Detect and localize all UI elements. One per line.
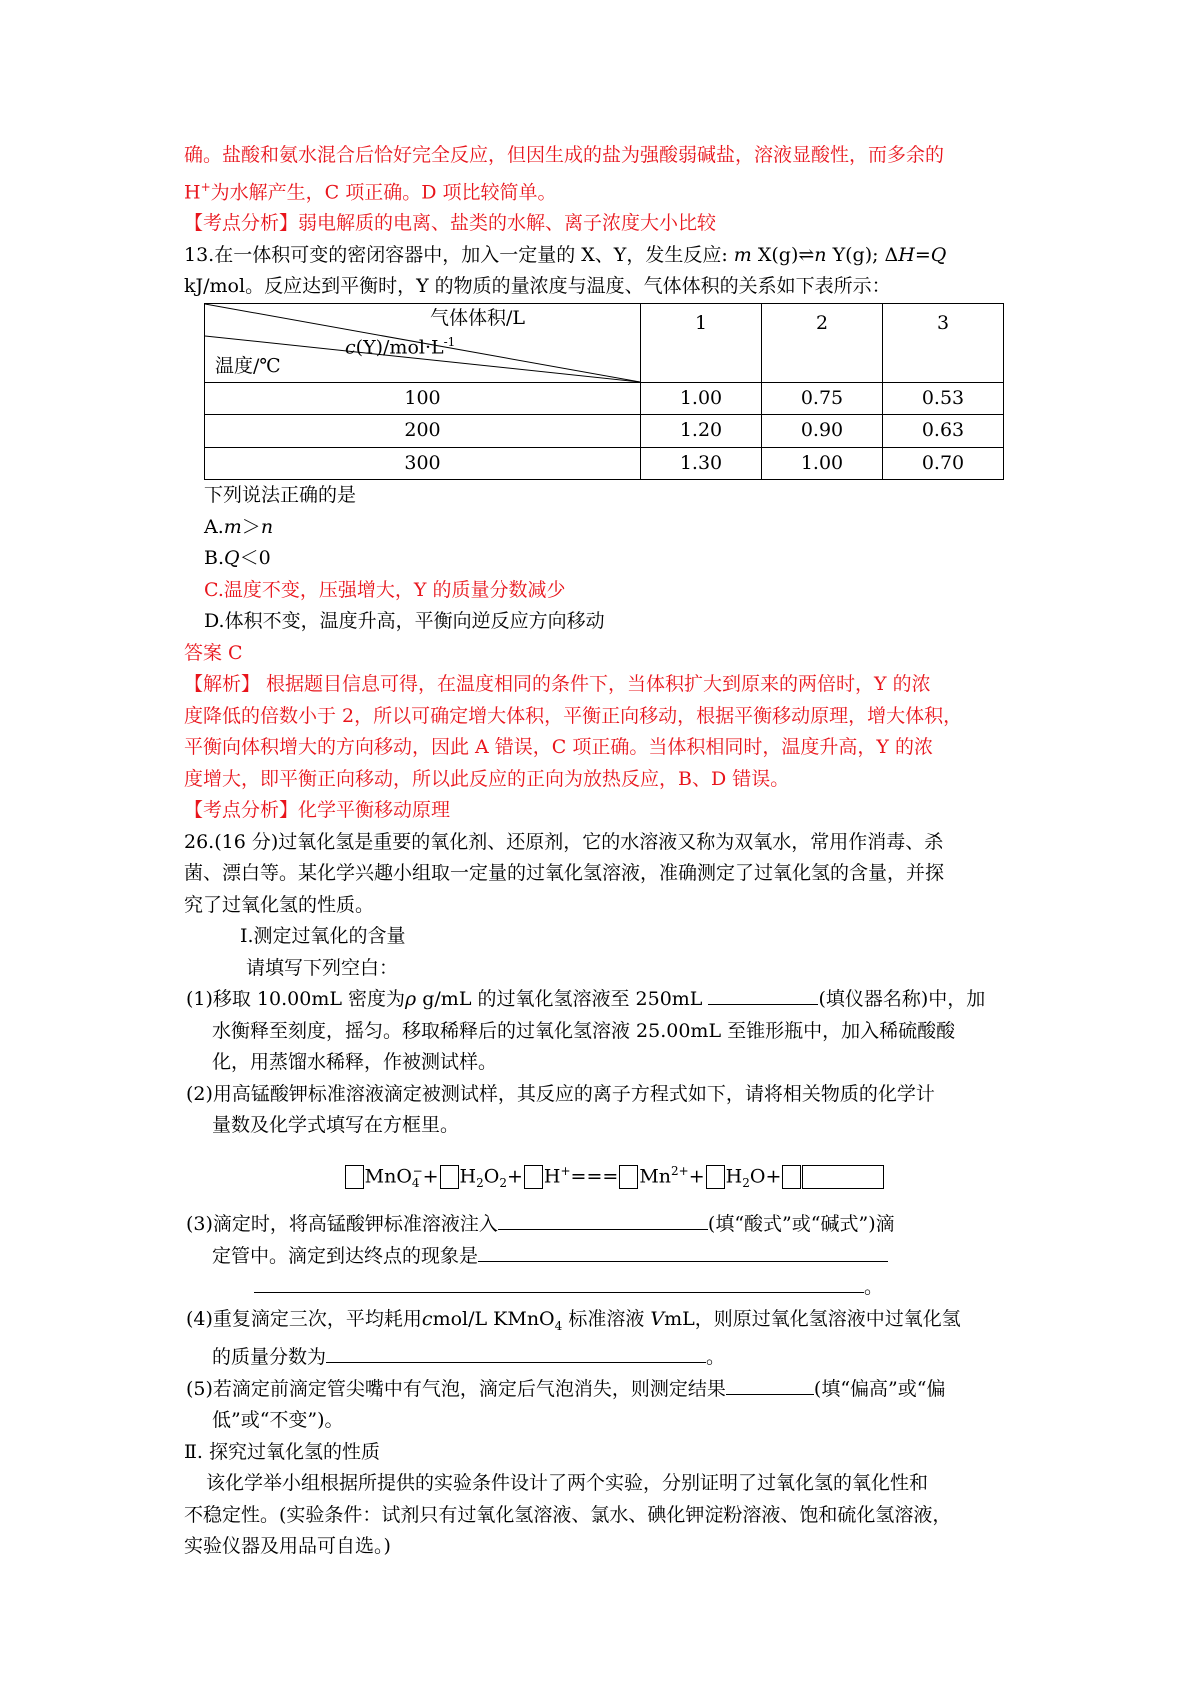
subquestion-5: (5)若滴定前滴定管尖嘴中有气泡，滴定后气泡消失，则测定结果 (填“偏高”或“偏 — [184, 1374, 1044, 1406]
analysis-line: 度增大，即平衡正向移动，所以此反应的正向为放热反应，B、D 错误。 — [184, 767, 790, 790]
option-c: C.温度不变，压强增大，Y 的质量分数减少 — [204, 578, 566, 601]
answer-blank[interactable] — [498, 1209, 708, 1230]
subquestion-3: (3)滴定时，将高锰酸钾标准溶液注入 (填“酸式”或“碱式”)滴 — [184, 1209, 1044, 1241]
table-row: 100 1.00 0.75 0.53 — [205, 382, 1004, 415]
table-row: 200 1.20 0.90 0.63 — [205, 415, 1004, 448]
part2-text: 实验仪器及用品可自选。) — [184, 1535, 391, 1558]
answer-blank[interactable] — [254, 1272, 864, 1293]
analysis-line: 【解析】 根据题目信息可得，在温度相同的条件下，当体积扩大到原来的两倍时，Y 的浓 — [184, 673, 931, 696]
volume-header-3: 3 — [883, 303, 1004, 382]
coefficient-box[interactable] — [524, 1165, 543, 1189]
prev-solution-line: H+为水解产生，C 项正确。D 项比较简单。 — [184, 179, 557, 203]
answer-blank[interactable] — [478, 1241, 888, 1262]
coefficient-box[interactable] — [782, 1165, 801, 1189]
coefficient-box[interactable] — [619, 1165, 638, 1189]
answer-blank[interactable] — [326, 1342, 706, 1363]
option-a: A.m＞n — [204, 515, 274, 538]
part2-text: 该化学举小组根据所提供的实验条件设计了两个实验，分别证明了过氧化氢的氧化性和 — [206, 1472, 929, 1495]
table-row: 300 1.30 1.00 0.70 — [205, 447, 1004, 480]
analysis-line: 平衡向体积增大的方向移动，因此 A 错误，C 项正确。当体积相同时，温度升高，Y 的浓 — [184, 736, 933, 759]
header-volume-label: 气体体积/L — [430, 306, 526, 329]
ionic-equation: $MnO_4^-+ H_2O_2+ H^+=== Mn^{2+}+ H_2O+$ — [184, 1156, 1044, 1200]
coefficient-box[interactable] — [440, 1165, 459, 1189]
subquestion-1: (1)移取 10.00mL 密度为ρ g/mL 的过氧化氢溶液至 250mL (填仪器名称)中，加 — [184, 984, 1044, 1016]
subquestion-2: (2)用高锰酸钾标准溶液滴定被测试样，其反应的离子方程式如下，请将相关物质的化学计 — [186, 1082, 935, 1105]
answer-blank[interactable] — [726, 1374, 814, 1395]
part2-title: Ⅱ. 探究过氧化氢的性质 — [184, 1440, 380, 1463]
question-13-stem: 13.在一体积可变的密闭容器中，加入一定量的 X、Y，发生反应: m X(g)⇌n Y(g); ΔH=Q — [184, 243, 947, 266]
part2-text: 不稳定性。(实验条件：试剂只有过氧化氢溶液、氯水、碘化钾淀粉溶液、饱和硫化氢溶液， — [184, 1503, 952, 1526]
coefficient-box[interactable] — [706, 1165, 725, 1189]
header-temperature-label: 温度/℃ — [215, 354, 281, 377]
document-page: 确。盐酸和氨水混合后恰好完全反应，但因生成的盐为强酸弱碱盐，溶液显酸性，而多余的 H+为水解产生，C 项正确。D 项比较简单。 【考点分析】弱电解质的电离、盐类的水解、离子浓度大小比较 13.在一体积可变的密闭容器中，加入一定量的 X、Y，发生反应: m X(g)⇌n Y(g); ΔH=Q kJ/mol。反应达到平衡时，Y 的物质的量浓度与温度、气体体积的关系如下表所示： 气体体积/L $c(Y)/mol\cdot L^{-1}$ 温度/℃ 1 2 3 100 1.00 0.75 0.53 200 1.20 0.90 0.63 300 1.30 1.00 0.70 下列说法正确的是 A.m＞n B.Q＜0 C.温度不变，压强增大，Y 的质量分数减少 D.体积不变，温度升高，平衡向逆反应方向移动 答案 C 【解析】 根据题目信息可得，在温度相同的条件下，当体积扩大到原来的两倍时，Y 的浓 度降低的倍数小于 2，所以可确定增大体积，平衡正向移动，根据平衡移动原理，增大体积， 平衡向体积增大的方向移动，因此 A 错误，C 项正确。当体积相同时，温度升高，Y 的浓 度增大，即平衡正向移动，所以此反应的正向为放热反应，B、D 错误。 【考点分析】化学平衡移动原理 26.(16 分)过氧化氢是重要的氧化剂、还原剂，它的水溶液又称为双氧水，常用作消毒、杀 菌、漂白等。某化学兴趣小组取一定量的过氧化氢溶液，准确测定了过氧化氢的含量，并探 究了过氧化氢的性质。 Ⅰ.测定过氧化的含量 请填写下列空白： (1)移取 10.00mL 密度为ρ g/mL 的过氧化氢溶液至 250mL (填仪器名称)中，加 水衡释至刻度，摇匀。移取稀释后的过氧化氢溶液 25.00mL 至锥形瓶中，加入稀硫酸酸 化，用蒸馏水稀释，作被测试样。 (2)用高锰酸钾标准溶液滴定被测试样，其反应的离子方程式如下，请将相关物质的化学计 量数及化学式填写在方框里。 $MnO_4^-+ H_2O_2+ H^+=== Mn^{2+}+ H_2O+$ (3)滴定时，将高锰酸钾标准溶液注入 (填“酸式”或“碱式”)滴 定管中。滴定到达终点的现象是 。 (4)重复滴定三次，平均耗用cmol/L KMnO$_4$ 标准溶液 VmL，则原过氧化氢溶液中过氧化氢 的质量分数为 。 (5)若滴定前滴定管尖嘴中有气泡，滴定后气泡消失，则测定结果 (填“偏高”或“偏 低”或“不变”)。 Ⅱ. 探究过氧化氢的性质 该化学举小组根据所提供的实验条件设计了两个实验，分别证明了过氧化氢的氧化性和 不稳定性。(实验条件：试剂只有过氧化氢溶液、氯水、碘化钾淀粉溶液、饱和硫化氢溶液， 实验仪器及用品可自选。) — [184, 140, 1044, 1563]
subquestion-4: (4)重复滴定三次，平均耗用cmol/L KMnO$_4$ 标准溶液 VmL，则原过氧化氢溶液中过氧化氢 — [186, 1307, 961, 1333]
header-concentration-label: $c(Y)/mol\cdot L^{-1}$ — [345, 334, 456, 359]
volume-header-2: 2 — [762, 303, 883, 382]
kaodian-analysis: 【考点分析】弱电解质的电离、盐类的水解、离子浓度大小比较 — [184, 212, 717, 235]
part1-title: Ⅰ.测定过氧化的含量 — [240, 925, 406, 948]
analysis-line: 度降低的倍数小于 2，所以可确定增大体积，平衡正向移动，根据平衡移动原理，增大体积， — [184, 704, 963, 727]
option-b: B.Q＜0 — [204, 547, 271, 570]
question-26-intro: 菌、漂白等。某化学兴趣小组取一定量的过氧化氢溶液，准确测定了过氧化氢的含量，并探 — [184, 862, 945, 885]
coefficient-box[interactable] — [345, 1165, 364, 1189]
answer: 答案 C — [184, 641, 243, 664]
answer-blank[interactable] — [708, 984, 818, 1005]
fill-prompt: 请填写下列空白： — [246, 956, 399, 979]
concentration-table — [204, 303, 1004, 481]
question-13-stem: kJ/mol。反应达到平衡时，Y 的物质的量浓度与温度、气体体积的关系如下表所示： — [184, 275, 891, 298]
volume-header-1: 1 — [641, 303, 762, 382]
question-26-intro: 26.(16 分)过氧化氢是重要的氧化剂、还原剂，它的水溶液又称为双氧水，常用作消毒、杀 — [184, 830, 944, 853]
prev-solution-line: 确。盐酸和氨水混合后恰好完全反应，但因生成的盐为强酸弱碱盐，溶液显酸性，而多余的 — [184, 144, 945, 166]
question-prompt: 下列说法正确的是 — [204, 484, 357, 507]
table-diagonal-header — [205, 303, 641, 382]
option-d: D.体积不变，温度升高，平衡向逆反应方向移动 — [204, 610, 605, 633]
question-26-intro: 究了过氧化氢的性质。 — [184, 893, 375, 916]
formula-box[interactable] — [802, 1165, 884, 1189]
kaodian-analysis: 【考点分析】化学平衡移动原理 — [184, 799, 451, 822]
